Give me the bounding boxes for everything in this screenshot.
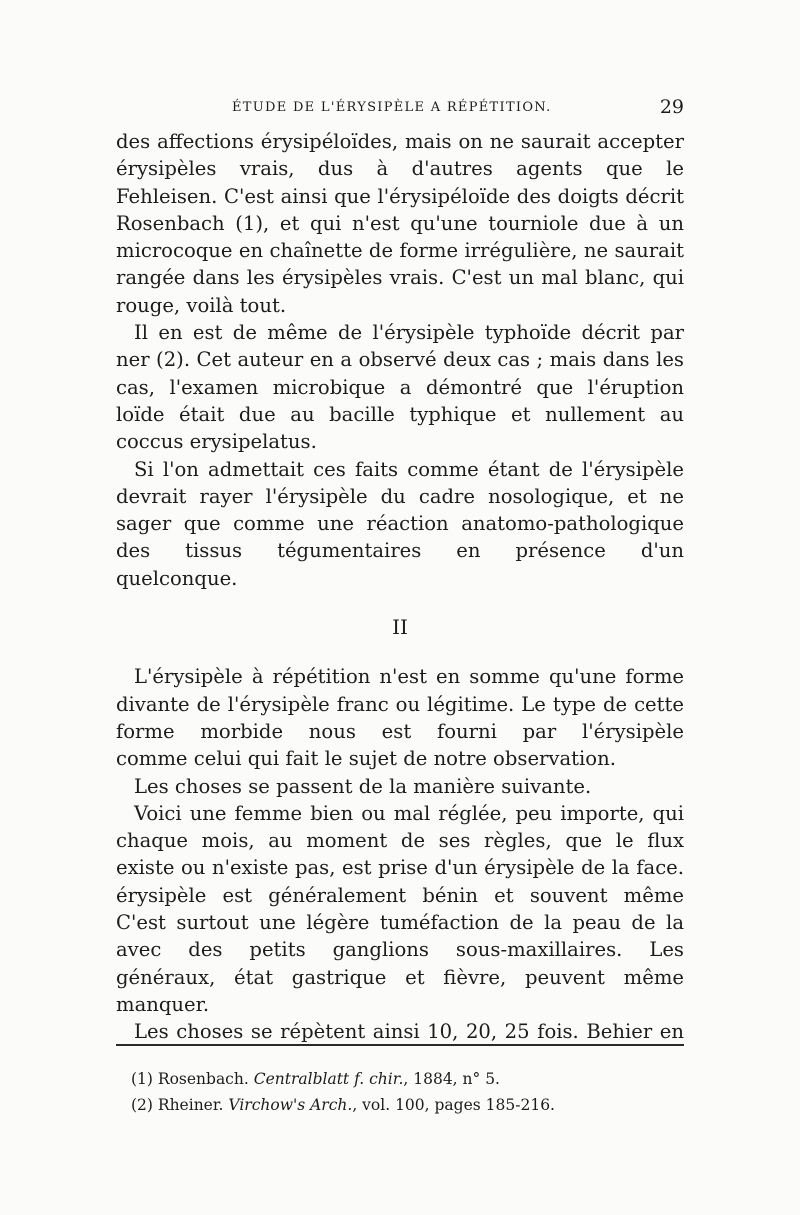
text-line: forme morbide nous est fourni par l'érysipèle (116, 719, 684, 743)
text-line: érysipèle est généralement bénin et souvent même (116, 883, 684, 907)
text-line: avec des petits ganglions sous-maxillaires. Les (116, 938, 684, 962)
text-line: C'est surtout une légère tuméfaction de la peau de la (116, 911, 684, 935)
text-line: érysipèles vrais, dus à d'autres agents que le (116, 157, 684, 181)
footnote-title: Centralblatt f. chir. (253, 1070, 404, 1088)
text-line: Il en est de même de l'érysipèle typhoïde décrit par (134, 321, 684, 345)
text-line: Les choses se passent de la manière suivante. (134, 774, 592, 798)
text-line: rangée dans les érysipèles vrais. C'est un mal blanc, qui (116, 266, 684, 290)
text-line: loïde était due au bacille typhique et nullement au (116, 402, 684, 426)
text-line: Fehleisen. C'est ainsi que l'érysipéloïde des doigts décrit (116, 184, 684, 208)
paragraph-1 (116, 128, 684, 319)
text-line: cas, l'examen microbique a démontré que l'éruption (116, 375, 684, 399)
text-line: comme celui qui fait le sujet de notre observation. (116, 747, 616, 771)
text-line: manquer. (116, 992, 210, 1016)
footnote-title: Virchow's Arch. (228, 1096, 353, 1114)
paragraph-6 (116, 800, 684, 1018)
footnote-rule (116, 1044, 684, 1046)
text-line: Les choses se répètent ainsi 10, 20, 25 fois. Behier en (134, 1020, 684, 1044)
page-number: 29 (659, 96, 684, 118)
footnotes (131, 1066, 684, 1118)
page-header (116, 98, 684, 120)
text-line: Si l'on admettait ces faits comme étant de l'érysipèle (134, 457, 684, 481)
text-line: Voici une femme bien ou mal réglée, peu importe, qui (134, 801, 684, 825)
text-line: L'érysipèle à répétition n'est en somme qu'une forme (134, 665, 684, 689)
text-line: rouge, voilà tout. (116, 293, 287, 317)
text-line: devrait rayer l'érysipèle du cadre nosologique, et ne (116, 484, 684, 508)
footnote-1 (131, 1066, 684, 1092)
text-line: ner (2). Cet auteur en a observé deux cas ; mais dans les (116, 348, 684, 372)
text-line: divante de l'érysipèle franc ou légitime. Le type de cette (116, 692, 684, 716)
footnote-2 (131, 1092, 684, 1118)
text-line: quelconque. (116, 566, 238, 590)
running-head: ÉTUDE DE L'ÉRYSIPÈLE A RÉPÉTITION. (232, 100, 552, 115)
text-line: coccus erysipelatus. (116, 430, 317, 454)
paragraph-5 (116, 773, 684, 800)
body-text (116, 128, 684, 1046)
text-line: des affections érysipéloïdes, mais on ne saurait accepter (116, 130, 684, 153)
text-line: microcoque en chaînette de forme irrégulière, ne saurait (116, 239, 684, 263)
text-line: chaque mois, au moment de ses règles, que le flux (116, 829, 684, 853)
footnote-number: (2) (131, 1096, 153, 1114)
text-line: des tissus tégumentaires en présence d'un (116, 539, 684, 563)
footnote-details: , 1884, n° 5. (403, 1070, 500, 1088)
footnote-author: Rosenbach. (157, 1070, 249, 1088)
footnote-number: (1) (131, 1070, 153, 1088)
text-line: sager que comme une réaction anatomo-pathologique (116, 512, 684, 536)
text-line: Rosenbach (1), et qui n'est qu'une tourniole due à un (116, 211, 684, 235)
text-line: généraux, état gastrique et fièvre, peuvent même (116, 965, 684, 989)
footnote-details: , vol. 100, pages 185-216. (352, 1096, 555, 1114)
paragraph-7 (116, 1018, 684, 1045)
paragraph-2 (116, 319, 684, 455)
paragraph-3 (116, 456, 684, 592)
paragraph-4 (116, 663, 684, 772)
footnote-author: Rheiner. (157, 1096, 224, 1114)
section-title: II (392, 615, 408, 640)
text-line: existe ou n'existe pas, est prise d'un érysipèle de la face. (116, 856, 684, 880)
